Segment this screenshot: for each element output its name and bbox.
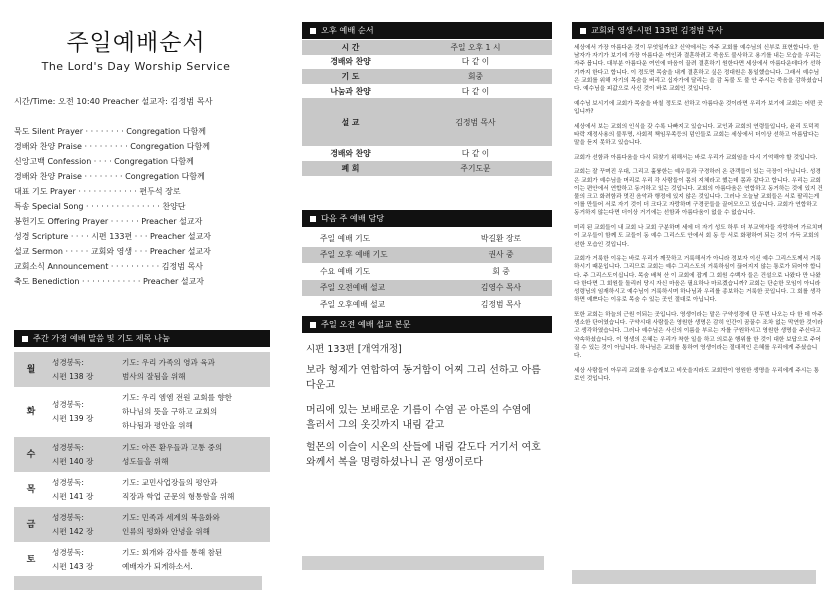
order-item: 특송 Special Song · · · · · · · · · · · · · · · 찬양단 xyxy=(14,202,186,211)
table-row xyxy=(302,84,552,99)
table-row xyxy=(302,296,552,313)
middle-panel xyxy=(290,0,552,590)
value-cell: 다 같 이 xyxy=(461,86,490,96)
footer-bar xyxy=(302,556,544,570)
role-cell: 수요 예배 기도 xyxy=(320,266,371,276)
table-row xyxy=(302,98,552,146)
square-bullet-icon xyxy=(22,336,28,342)
table-row xyxy=(302,280,552,297)
day-cell: 목 xyxy=(26,484,36,495)
essay-paragraph: 세상 사람들이 아무리 교회를 우습게보고 비웃을지라도 교회만이 영원한 생명을 우리에게 주시는 통로인 것입니다. xyxy=(574,367,820,382)
prayer-cell: 기도: 우리 가족의 영과 육과 범사의 잘됨을 위해 xyxy=(122,357,215,381)
prayer-cell: 기도: 교민사업장들의 평안과 직장과 학업 군문의 형통함을 위해 xyxy=(122,477,235,501)
order-item: 대표 기도 Prayer · · · · · · · · · · · · 편두석 장로 xyxy=(14,187,181,196)
role-cell: 주일 오전예배 설교 xyxy=(320,283,386,293)
page-subtitle: The Lord's Day Worship Service xyxy=(41,60,231,73)
table-row xyxy=(14,352,270,387)
order-item: 설교 Sermon · · · · · 교회와 영생 · · · Preacher 설교자 xyxy=(14,247,211,256)
table-row xyxy=(14,387,270,437)
square-bullet-icon xyxy=(310,216,316,222)
right-panel xyxy=(568,0,835,590)
sermon-paragraph: 머리에 있는 보배로운 기름이 수염 곧 아론의 수염에 흘러서 그의 옷깃까지 내림 같고 xyxy=(306,405,532,431)
value-cell: 다 같 이 xyxy=(461,57,490,67)
left-panel xyxy=(0,0,270,590)
table-row xyxy=(302,263,552,280)
day-cell: 화 xyxy=(26,407,36,417)
order-item: 봉헌기도 Offering Prayer · · · · · · Preacher 설교자 xyxy=(14,217,203,226)
verse-cell: 성경봉독: 시편 138 장 xyxy=(52,357,94,381)
sermon-reference: 시편 133편 [개역개정] xyxy=(306,344,402,355)
value-cell: 김정범 목사 xyxy=(455,117,496,127)
role-cell: 주일 오후예배 설교 xyxy=(320,299,386,309)
value-cell: 주기도문 xyxy=(460,163,491,173)
value-cell: 다 같 이 xyxy=(461,149,490,159)
value-cell: 회 중 xyxy=(492,266,510,276)
essay-paragraph: 교회가 선함과 아름다움을 다시 되찾기 위해서는 바로 우리가 교회임을 다시 기억해야 할 것입니다. xyxy=(574,154,818,161)
value-cell: 권사 중 xyxy=(488,250,514,260)
sermon-essay-header xyxy=(572,22,824,39)
prayer-cell: 기도: 아픈 환우들과 고통 중의 성도들을 위해 xyxy=(122,442,223,466)
essay-paragraph: 교회는 잘 꾸며진 우대, 그리고 훌륭한는 예우들과 구경하러 온 관객들이 있는 극장이 아닙니다. 성경은 교회가 예수님을 머리로 우리 각 사람들이 몸의 지체라고 했는데 몸과 같다고 합니다. 우리는 교회이는 편안에서 연합하고 동거하고 있는 것입니다. 교회의 아름다움은 연합하고 동거하는 것에 있지 건물의 크고 화려함과 멋진 음악과 행정에 있지 않은 것입니다. 그러나 오늘날 교회들은 서로 팔리는게 이를 만들어 서로 자기 것이 더 크다고 자랑하며 구경꾼들을 끌어모으고 있습니다. 교회가 연합하고 동거하지 않는다면 더이상 거기에는 선함과 아름다움이 없을 수 없습니다. xyxy=(574,169,823,217)
essay-paragraph: 세상에서 가장 아름다운 것이 무엇일까요? 신약에서는 자주 교회를 예수님의 신부로 표현합니다. 한 남자가 자기가 보기에 가장 아름다운 여인과 결혼하려고 죽음도 불사하고 용기를 내는 모습을 우리는 자주 봅니다. 대부분 아름다운 여인에 마음이 끌려 결혼하기 원한다면 세상에서 아름다운데다가 선하기까지 한다고 합니다. 이 정도면 목숨을 내게 결혼하고 싶은 정대원은 통일했습니다. 그래서 예수님은 교회를 위해 자기의 목숨을 버리고 십자가에 달리는 을 감 독불 도 불 안 주시는 죽음을 감하셨습니다. 예수님을 피값으로 사신 것이 바로 교회인 것입니다. xyxy=(574,45,823,93)
table-row xyxy=(14,472,270,507)
afternoon-service-table xyxy=(302,40,552,176)
afternoon-service-header-label: 오후 예배 순서 xyxy=(321,25,374,35)
week-devotion-header xyxy=(14,330,270,347)
value-cell: 주일 오후 1 시 xyxy=(450,42,501,52)
day-cell: 토 xyxy=(26,554,36,565)
prayer-cell: 기도: 우리 엠엠 전원 교회를 향한 하나님의 뜻을 구하고 교회의 하나됨과 평안을 위해 xyxy=(122,393,232,430)
order-item: 성경 Scripture · · · · 시편 133편 · · · Preacher 설교자 xyxy=(14,232,212,241)
table-row xyxy=(14,507,270,542)
role-cell: 설 교 xyxy=(341,117,360,127)
square-bullet-icon xyxy=(580,28,586,34)
table-row xyxy=(14,437,270,472)
sermon-essay-header-label: 교회와 영생-시편 133편 김정범 목사 xyxy=(591,25,723,35)
table-row xyxy=(302,69,552,84)
role-cell: 주일 오후 예배 기도 xyxy=(320,250,388,260)
essay-paragraph: 세상에서 보는 교회의 인식을 갖 수록 나빠지고 있습니다. 교인과 교회의 연령들입니다, 윤리 도덕적 타락 재정사용의 불투명, 사회적 책임무족등의 덤인들로 교회는 세상에서 더이상 선하고 아름답다는 말을 듣지 못하고 있습니다. xyxy=(574,123,820,147)
day-cell: 금 xyxy=(26,519,36,530)
order-item: 신앙고백 Confession · · · · Congregation 다함께 xyxy=(14,157,194,166)
value-cell: 김정범 목사 xyxy=(480,299,522,309)
table-row xyxy=(302,40,552,55)
role-cell: 경배와 찬양 xyxy=(330,149,371,159)
page-title: 주일예배순서 xyxy=(66,30,206,56)
verse-cell: 성경봉독: 시편 139 장 xyxy=(52,400,94,423)
value-cell: 회중 xyxy=(467,71,484,81)
essay-paragraph: 미리 된 교회들이 내 교회 나 교회 구분하며 세에 더 자기 성도 하루 더 부교역자들 자랑하여 가르치며 이 교우들이 함께 도 교들이 동 예수 그리스도 안에서 회 동 등 서로 화평하여 되는 것이 가득 교회의 선한 모습인 것입니다. xyxy=(574,225,823,248)
table-row xyxy=(302,146,552,161)
worship-order-list xyxy=(14,124,257,289)
role-cell: 경배와 찬양 xyxy=(330,57,371,67)
table-row xyxy=(302,247,552,264)
next-week-header xyxy=(302,210,552,227)
square-bullet-icon xyxy=(310,28,316,34)
sermon-paragraph: 보라 형제가 연합하여 동거함이 어찌 그리 선하고 아름다운고 xyxy=(306,365,541,391)
order-item: 묵도 Silent Prayer · · · · · · · · Congregation 다함께 xyxy=(14,127,206,136)
afternoon-service-header xyxy=(302,22,552,39)
value-cell: 박길환 장로 xyxy=(480,233,522,243)
sermon-essay xyxy=(574,44,824,390)
order-item: 경배와 찬양 Praise · · · · · · · · · Congregation 다함께 xyxy=(14,142,210,151)
week-devotion-header-label: 주간 가정 예배 말씀 및 기도 제목 나눔 xyxy=(33,333,170,343)
table-row xyxy=(302,230,552,247)
table-row xyxy=(302,55,552,70)
table-row xyxy=(302,161,552,176)
role-cell: 나눔과 찬양 xyxy=(330,86,371,96)
week-devotion-table xyxy=(14,352,270,577)
next-week-table xyxy=(302,230,552,313)
verse-cell: 성경봉독: 시편 140 장 xyxy=(52,442,94,466)
time-preacher-line: 시간/Time: 오전 10:40 Preacher 설교자: 김정범 목사 xyxy=(14,96,213,106)
essay-paragraph: 예수님 보시기에 교회가 목숨을 바칠 정도로 선하고 아름다운 것이라면 우리가 보기에 교회는 어떤 곳입니까? xyxy=(574,100,823,115)
order-item: 축도 Benediction · · · · · · · · · · · · Preacher 설교자 xyxy=(14,277,205,286)
square-bullet-icon xyxy=(310,322,316,328)
role-cell: 주일 예배 기도 xyxy=(320,233,371,243)
verse-cell: 성경봉독: 시편 142 장 xyxy=(52,512,94,536)
role-cell: 기 도 xyxy=(341,71,360,81)
sermon-text-header-label: 주일 오전 예배 설교 본문 xyxy=(321,319,411,329)
day-cell: 월 xyxy=(26,364,36,375)
footer-bar xyxy=(572,570,816,584)
verse-cell: 성경봉독: 시편 141 장 xyxy=(52,477,94,501)
role-cell: 시 간 xyxy=(341,42,360,52)
sermon-paragraph: 헐몬의 이슬이 시온의 산들에 내림 같도다 거기서 여호와께서 복을 명령하셨나니 곧 영생이로다 xyxy=(306,442,541,468)
sermon-text-header xyxy=(302,316,552,333)
next-week-header-label: 다음 주 예배 담당 xyxy=(321,213,385,223)
footer-bar xyxy=(14,576,262,590)
day-cell: 수 xyxy=(26,449,36,460)
prayer-cell: 기도: 민족과 세계의 복음화와 인류의 평화와 안녕을 위해 xyxy=(122,512,220,536)
prayer-cell: 기도: 회개와 감사를 통해 참된 예배자가 되게하소서. xyxy=(122,547,223,571)
value-cell: 김영수 목사 xyxy=(480,283,522,293)
essay-paragraph: 교회가 거룩한 이유는 바로 우리가 깨끗하고 거룩해서가 아니라 정보자 이신 예수 그리스도께서 거룩하시기 때문입니다. 그리므로 교회는 예수 그리스도의 거룩하심이 끊어지지 않는 통로가 되어야 합니다. 주 그리스도이십니다. 목숨 배척 산 이 교회에 잡게 그 회원 수백자 들은 건설으로 나왔다 만 나왔다 한다면 그 회원들 돌리러 당시 자신 마음은 필요하나 마르겠습니까? 교회는 단순한 모임이 아니라 성령님의 임재하시고 예수님이 거룩하시며 하나님과 우리를 종보하는 거룩한 곳입니다. 그 회를 생각하면 예쁘다는 이유로 목숨 수 있는 곳인 절대로 아닙니다. xyxy=(574,256,821,304)
verse-cell: 성경봉독: 시편 143 장 xyxy=(52,547,94,571)
role-cell: 폐 회 xyxy=(341,163,360,173)
essay-paragraph: 또한 교회는 하늘의 근원 이되는 곳입니다. 영생이라는 말은 구약성경에 단 두번 나오는 다 한 데 아주 생소한 단어였습니다. 구약시대 사람들은 영원한 생명은 감히 인간이 꿈꿀수 조차 없는 막연한 것이라고 생각하였습니다. 그러나 예수님은 사신의 이름을 부르는 자를 구원하시고 영원한 생명을 주신다고 약속하셨습니다. 이 영생의 은혜는 우리가 착한 일을 하고 의로운 행위를 한 것이 대한 보답으로 주어질 수 있는 것이 아닙니다. 하나님은 교회를 통하여 영생이라는 절대적인 은혜를 우리에게 주셨습니다. xyxy=(574,311,823,359)
order-item: 교회소식 Announcement · · · · · · · · · · 김정범 목사 xyxy=(14,262,203,271)
order-item: 경배와 찬양 Praise · · · · · · · · Congregation 다함께 xyxy=(14,172,205,181)
table-row xyxy=(14,542,270,577)
